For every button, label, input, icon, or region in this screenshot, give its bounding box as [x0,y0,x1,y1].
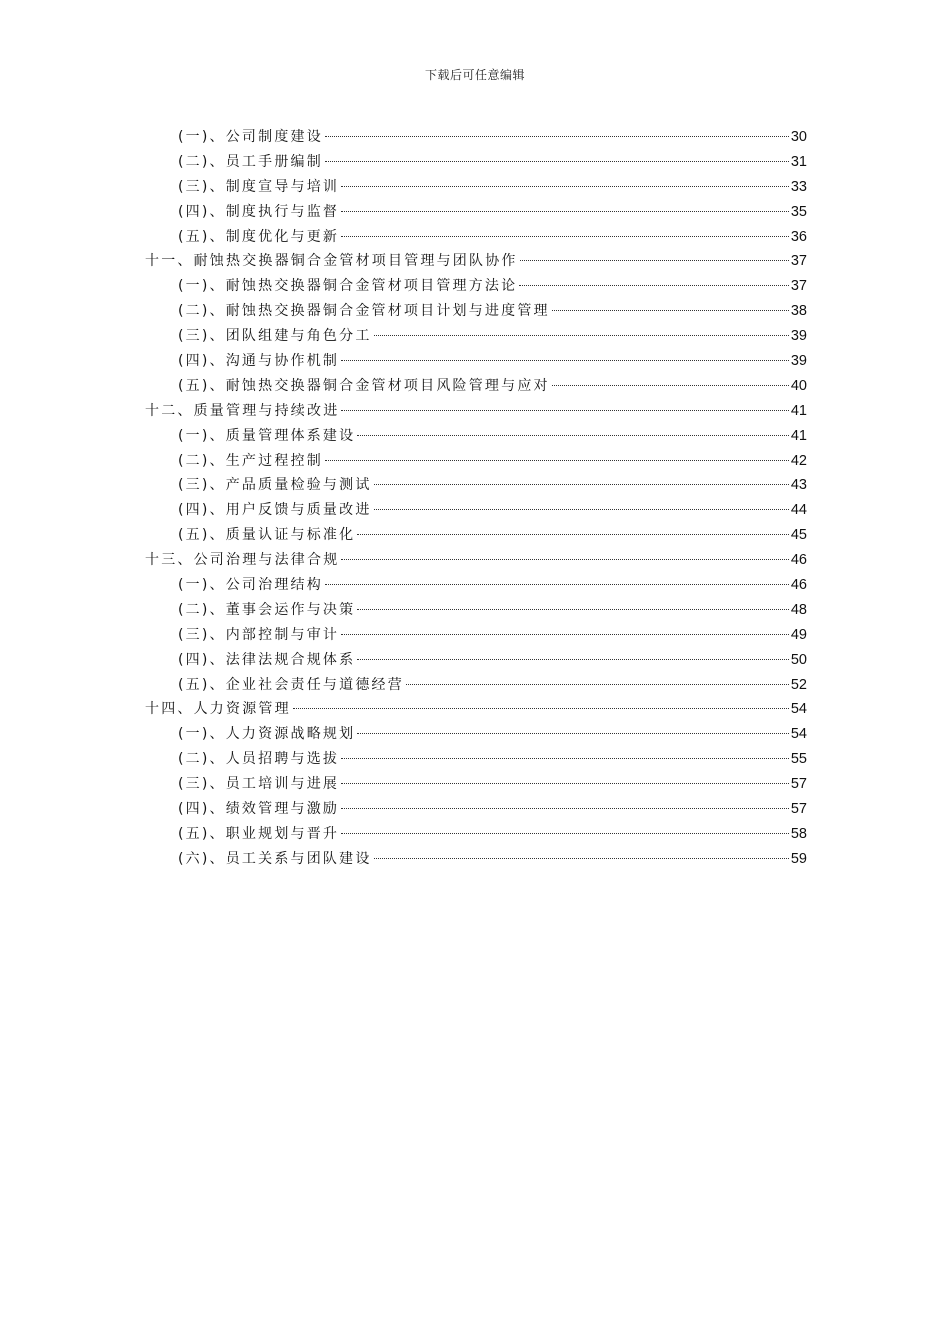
toc-page-number: 58 [790,825,807,842]
toc-section-entry[interactable] [145,473,807,498]
toc-entry-label: (一)、公司治理结构 [178,577,323,594]
toc-page-number: 42 [790,452,807,469]
toc-page-number: 39 [790,328,807,345]
toc-dot-leader [357,659,789,660]
toc-page-number: 48 [790,601,807,618]
toc-dot-leader [325,136,789,137]
toc-entry-label: (五)、职业规划与晋升 [178,825,340,842]
toc-section-entry[interactable] [145,648,807,673]
toc-page-number: 46 [790,552,807,569]
toc-page-number: 59 [790,850,807,867]
toc-section-entry[interactable] [145,374,807,399]
toc-entry-label: (一)、人力资源战略规划 [178,726,356,743]
toc-page-number: 43 [790,477,807,494]
toc-section-entry[interactable] [145,673,807,698]
toc-entry-label: (五)、质量认证与标准化 [178,527,356,544]
toc-dot-leader [357,733,789,734]
toc-section-entry[interactable] [145,299,807,324]
toc-dot-leader [341,211,789,212]
toc-page-number: 54 [790,701,807,718]
toc-dot-leader [325,460,789,461]
toc-page-number: 38 [790,303,807,320]
toc-section-entry[interactable] [145,498,807,523]
page-header: 下载后可任意编辑 [424,68,525,82]
toc-section-entry[interactable] [145,150,807,175]
toc-entry-label: (三)、员工培训与进展 [178,776,340,793]
toc-dot-leader [552,310,789,311]
toc-dot-leader [341,559,788,560]
toc-dot-leader [325,161,789,162]
toc-section-entry[interactable] [145,125,807,150]
toc-chapter-entry[interactable] [145,548,807,573]
toc-entry-label: (五)、企业社会责任与道德经营 [178,676,404,693]
toc-entry-label: (五)、耐蚀热交换器铜合金管材项目风险管理与应对 [178,377,550,394]
toc-entry-label: (一)、耐蚀热交换器铜合金管材项目管理方法论 [178,278,518,295]
toc-dot-leader [341,236,789,237]
toc-dot-leader [293,708,789,709]
toc-section-entry[interactable] [145,175,807,200]
toc-chapter-entry[interactable] [145,249,807,274]
toc-section-entry[interactable] [145,449,807,474]
toc-entry-label: (二)、生产过程控制 [178,452,323,469]
toc-dot-leader [374,509,789,510]
toc-entry-label: (四)、沟通与协作机制 [178,353,340,370]
toc-section-entry[interactable] [145,200,807,225]
toc-entry-label: (二)、耐蚀热交换器铜合金管材项目计划与进度管理 [178,303,550,320]
toc-dot-leader [374,484,789,485]
toc-section-entry[interactable] [145,722,807,747]
toc-entry-label: (四)、用户反馈与质量改进 [178,502,372,519]
toc-section-entry[interactable] [145,225,807,250]
toc-section-entry[interactable] [145,523,807,548]
toc-entry-label: (三)、团队组建与角色分工 [178,328,372,345]
toc-dot-leader [341,634,789,635]
toc-entry-label: (二)、董事会运作与决策 [178,601,356,618]
toc-entry-label: (三)、内部控制与审计 [178,626,340,643]
toc-chapter-entry[interactable] [145,399,807,424]
toc-entry-label: 十二、质量管理与持续改进 [145,402,340,419]
toc-section-entry[interactable] [145,747,807,772]
toc-dot-leader [357,534,789,535]
toc-dot-leader [520,260,789,261]
toc-page-number: 40 [790,377,807,394]
toc-dot-leader [325,584,789,585]
toc-section-entry[interactable] [145,797,807,822]
toc-page-number: 39 [790,353,807,370]
toc-page-number: 50 [790,651,807,668]
toc-page-number: 44 [790,502,807,519]
toc-section-entry[interactable] [145,274,807,299]
toc-dot-leader [552,385,789,386]
toc-entry-label: (二)、人员招聘与选拔 [178,751,340,768]
toc-dot-leader [341,360,789,361]
toc-entry-label: 十一、耐蚀热交换器铜合金管材项目管理与团队协作 [145,253,518,270]
toc-page-number: 33 [790,178,807,195]
toc-section-entry[interactable] [145,623,807,648]
toc-page-number: 36 [790,228,807,245]
toc-dot-leader [357,435,789,436]
toc-entry-label: 十四、人力资源管理 [145,701,291,718]
toc-dot-leader [341,186,789,187]
toc-page-number: 52 [790,676,807,693]
table-of-contents [145,125,807,872]
toc-page-number: 41 [790,402,807,419]
toc-dot-leader [341,410,788,411]
toc-page-number: 54 [790,726,807,743]
toc-dot-leader [341,783,789,784]
toc-entry-label: (三)、产品质量检验与测试 [178,477,372,494]
toc-section-entry[interactable] [145,573,807,598]
toc-chapter-entry[interactable] [145,697,807,722]
toc-page-number: 37 [790,253,807,270]
toc-page-number: 55 [790,751,807,768]
toc-page-number: 46 [790,577,807,594]
toc-page-number: 30 [790,129,807,145]
toc-page-number: 57 [790,801,807,818]
toc-entry-label: (一)、公司制度建设 [178,129,323,145]
toc-dot-leader [519,285,789,286]
toc-entry-label: (四)、法律法规合规体系 [178,651,356,668]
toc-entry-label: 十三、公司治理与法律合规 [145,552,340,569]
toc-section-entry[interactable] [145,598,807,623]
toc-dot-leader [374,858,789,859]
toc-entry-label: (四)、制度执行与监督 [178,203,340,220]
toc-entry-label: (二)、员工手册编制 [178,153,323,170]
toc-entry-label: (一)、质量管理体系建设 [178,427,356,444]
toc-entry-label: (五)、制度优化与更新 [178,228,340,245]
toc-entry-label: (四)、绩效管理与激励 [178,801,340,818]
toc-page-number: 49 [790,626,807,643]
toc-dot-leader [374,335,789,336]
toc-page-number: 57 [790,776,807,793]
toc-section-entry[interactable] [145,349,807,374]
toc-entry-label: (六)、员工关系与团队建设 [178,850,372,867]
toc-page-number: 37 [790,278,807,295]
toc-section-entry[interactable] [145,324,807,349]
toc-page-number: 45 [790,527,807,544]
toc-page-number: 31 [790,153,807,170]
toc-section-entry[interactable] [145,822,807,847]
toc-page-number: 41 [790,427,807,444]
toc-entry-label: (三)、制度宣导与培训 [178,178,340,195]
toc-dot-leader [341,833,789,834]
toc-section-entry[interactable] [145,424,807,449]
toc-section-entry[interactable] [145,847,807,872]
toc-dot-leader [406,684,789,685]
toc-section-entry[interactable] [145,772,807,797]
toc-page-number: 35 [790,203,807,220]
toc-dot-leader [341,758,789,759]
toc-dot-leader [357,609,789,610]
toc-dot-leader [341,808,789,809]
